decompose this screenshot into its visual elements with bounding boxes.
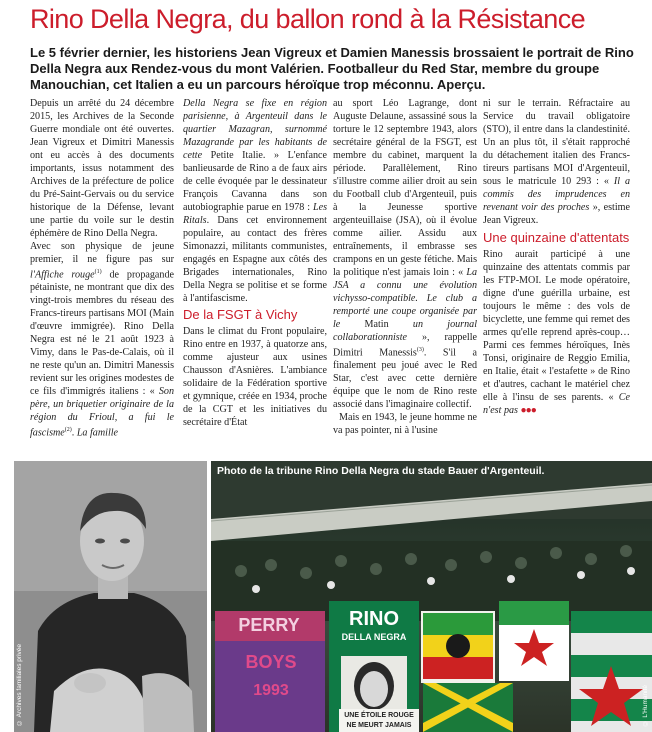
- text-run: de propagande pétainiste, ne montrant que dix des vingt-trois membres du réseau des Francs-tireurs partisans MOI (Main d'œuvre immigrée). Rino Della Negra est né le 21 août 1923 à Vimy, dans le Pas-de-Calais, où il ne reste qu'un an. Dimitri Manessis revient sur les origines modestes de ce fils d'immigrés italiens : «: [30, 269, 174, 398]
- banner-della-text: DELLA NEGRA: [341, 632, 407, 642]
- text-run: . » L'enfance banlieusarde de Rino a de faux airs de celle évoquée par le dessinateur François Cavanna dans son autobiographie parue en 1978 :: [183, 150, 327, 213]
- text-run: .: [71, 427, 77, 439]
- text-run: », estime Jean Vigreux.: [483, 202, 630, 226]
- text-run-italic: Della Negra se fixe en région parisienne, à Argenteuil dans le quartier Mazagran, surnommé Mazagrande par les habitants de cette: [183, 98, 327, 161]
- text-run-italic: un journal collaborationniste: [333, 319, 477, 343]
- text-column-4: [483, 97, 630, 455]
- text-run-italic: l'Affiche rouge: [30, 269, 95, 281]
- footnote-ref: (3): [416, 347, 424, 353]
- stadium-photo: [211, 461, 652, 732]
- continue-marker-icon: ●●●: [520, 405, 536, 416]
- paragraph: [483, 248, 630, 417]
- text-run-italic: Ce n'est pas: [483, 392, 630, 416]
- text-run-italic: La JSA a connu une évolution vichysso-compatible. Le club a remporté une coupe organisée par le: [333, 267, 477, 330]
- text-run: . Dans cet environnement populaire, au contact des frères Simonazzi, militants communistes, engagés en Espagne aux côtés des Brigades internationales, Rino Della Negra se politise et se forme à l'antifascisme.: [183, 215, 327, 304]
- photo-credit: © Archives familiales privée: [16, 644, 23, 726]
- text-run-italic: Les Ritals: [183, 202, 327, 226]
- portrait-illustration: [14, 461, 207, 732]
- text-run: Avec son physique de jeune premier, il ne figure pas sur: [30, 241, 174, 265]
- banner-year-text: 1993: [253, 682, 289, 699]
- text-run: Rino aurait participé à une quinzaine des attentats commis par les FTP-MOI. Le mode opératoire, digne d'une guérilla urbaine, est toujours le même : des vols de bicyclette, une femme qui remet des armes qu'elle reprend après-coup… Parmi ces femmes héroïques, Inès Tonsi, originaire de Reggio Emilia, en Italie, était « l'estafette » de Rino et d'autres, cachant le matériel chez elle à l'insu de ses parents. «: [483, 249, 630, 403]
- article-title: Rino Della Negra, du ballon rond à la Résistance: [30, 4, 586, 34]
- section-subheading: Une quinzaine d'attentats: [483, 230, 630, 245]
- footnote-ref: (2): [64, 427, 72, 434]
- banner-rino-text: RINO: [349, 608, 399, 630]
- banner-boys-text: BOYS: [245, 652, 297, 672]
- banner-never-text: NE MEURT JAMAIS: [346, 722, 412, 729]
- text-column-3: [333, 97, 477, 455]
- article-lead: Le 5 février dernier, les historiens Jean Vigreux et Damien Manessis brossaient le portrait de Rino Della Negra aux Rendez-vous du mont Valérien. Footballeur du Red Star, membre du groupe Manouchian, cet Italien a eu un parcours héroïque trop méconnu. Aperçu.: [30, 45, 634, 92]
- text-run: ni sur le terrain. Réfractaire au Service du travail obligatoire (STO), il entre dans la clandestinité. Un an plus tôt, il s'était rapproché du détachement italien des Francs-tireurs partisans MOI d'Argenteuil, sous le matricule 10 293 : «: [483, 98, 630, 187]
- text-run-italic: Son père, un briquetier originaire de la région du Frioul, a fui le fascisme: [30, 386, 174, 439]
- footnote-ref: (1): [94, 269, 102, 275]
- photo-caption: Photo de la tribune Rino Della Negra du stade Bauer d'Argenteuil.: [217, 465, 545, 477]
- text-run: au sport Léo Lagrange, dont Auguste Delaune, assassiné sous la torture le 12 septembre 1943, alors secrétaire général de la FSGT, est membre du cabinet, marquent la période. Parallèlement, Rino s'illustre comme ailier droit au sein du Football club d'Argenteuil, puis à la Jeunesse sportive argenteuillaise (JSA), où il évolue comme ailier. Assidu aux entraînements, il embrasse ses crampons en un geste fétiche. Mais la politique n'est jamais loin : «: [333, 98, 477, 278]
- text-column-1: [30, 97, 174, 455]
- paragraph: [183, 97, 327, 305]
- banner-perry-text: PERRY: [238, 615, 300, 635]
- photo-credit: © L'Humanité: [642, 684, 649, 726]
- text-run: », rappelle Dimitri Manessis: [333, 332, 477, 359]
- paragraph: [483, 97, 630, 227]
- text-run-italic: La famille: [76, 427, 119, 439]
- paragraph: [333, 97, 477, 411]
- paragraph: Mais en 1943, le jeune homme ne va pas pointer, ni à l'usine: [333, 412, 477, 437]
- portrait-photo: [14, 461, 207, 732]
- paragraph: Depuis un arrêté du 24 décembre 2015, les Archives de la Seconde Guerre mondiale ont été ouvertes. Jean Vigreux et Dimitri Manessis ont eu accès à des documents importants, issus notamment des Archives de la préfecture de police du Pré-Saint-Gervais ou du service historique de la Défense, levant une partie du voile sur le destin éphémère de Rino Della Negra.: [30, 98, 174, 239]
- text-run: Petite Italie: [210, 150, 263, 161]
- text-run: . S'il a finalement peu joué avec le Red Star, c'est avec cette dernière équipe que le nom de Rino reste associé dans l'imaginaire collectif.: [333, 347, 477, 411]
- banner-star-text: UNE ÉTOILE ROUGE: [344, 712, 414, 719]
- paragraph: Dans le climat du Front populaire, Rino entre en 1937, à quatorze ans, comme ajusteur aux usines Chausson d'Asnières. L'ambiance solidaire de la Fédération sportive et gymnique, créée en 1934, proche de la CGT et les initiatives du secrétaire d'État: [183, 326, 327, 428]
- section-subheading: De la FSGT à Vichy: [183, 307, 298, 322]
- text-run-italic: Il a commis des imprudences en revenant voir des proches: [483, 176, 630, 213]
- paragraph: [30, 240, 174, 440]
- text-run: Matin: [364, 319, 389, 330]
- text-column-2: [183, 97, 327, 455]
